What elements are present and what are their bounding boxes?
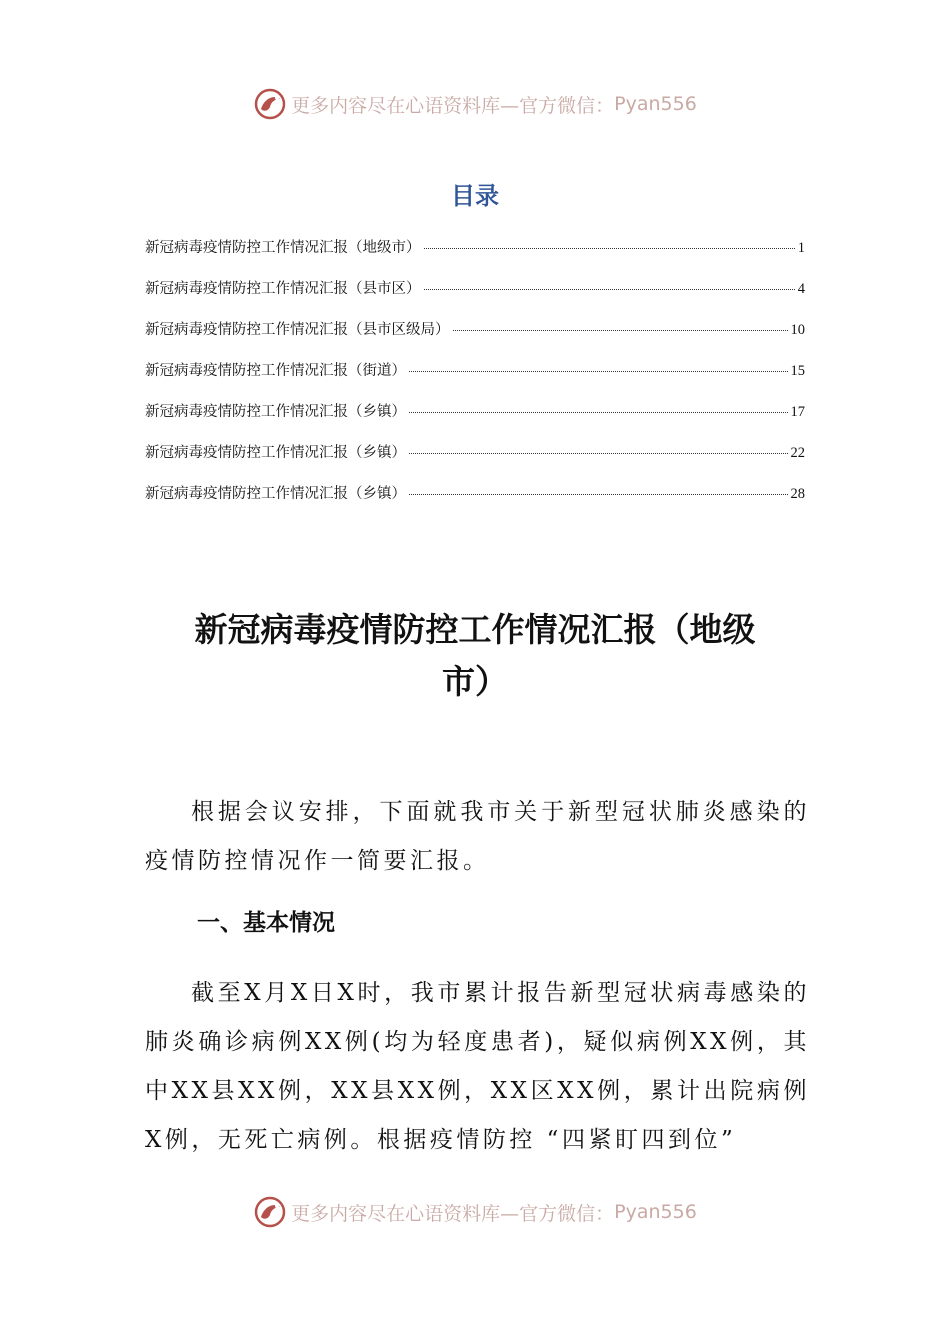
toc-item[interactable]	[145, 318, 805, 359]
toc-item-label: 新冠病毒疫情防控工作情况汇报（乡镇）	[145, 404, 406, 420]
toc-leader	[409, 412, 788, 413]
watermark-banner-top	[0, 84, 950, 124]
swan-logo-icon	[253, 1195, 287, 1229]
toc-item[interactable]	[145, 277, 805, 318]
watermark-id: Pyan556	[614, 93, 697, 115]
toc-title: 目录	[451, 182, 499, 210]
toc-leader	[453, 330, 788, 331]
toc-item-page: 1	[797, 240, 805, 256]
watermark-text: 更多内容尽在心语资料库—官方微信：	[291, 1202, 615, 1225]
toc-leader	[424, 289, 795, 290]
toc-item-label: 新冠病毒疫情防控工作情况汇报（乡镇）	[145, 445, 406, 461]
toc-item-page: 4	[797, 281, 805, 297]
toc-item-label: 新冠病毒疫情防控工作情况汇报（县市区）	[145, 281, 421, 297]
toc-item-page: 15	[790, 363, 805, 379]
toc-item-page: 10	[790, 322, 805, 338]
toc-item-page: 22	[790, 445, 805, 461]
basic-info-paragraph: 截至X月X日X时，我市累计报告新型冠状病毒感染的肺炎确诊病例XX例(均为轻度患者)，疑似病例XX例，其中XX县XX例，XX县XX例，XX区XX例，累计出院病例X例，无死亡病例。根据疫情防控 “四紧盯四到位”	[145, 980, 810, 1153]
watermark-id: Pyan556	[614, 1201, 697, 1223]
toc-item-label: 新冠病毒疫情防控工作情况汇报（地级市）	[145, 240, 421, 256]
toc-leader	[409, 494, 788, 495]
toc-item[interactable]	[145, 400, 805, 441]
swan-logo-icon	[253, 87, 287, 121]
document-title	[150, 604, 800, 708]
section-heading: 一、基本情况	[197, 910, 335, 936]
toc-list	[145, 236, 805, 523]
watermark-text: 更多内容尽在心语资料库—官方微信：	[291, 94, 615, 117]
toc-item-label: 新冠病毒疫情防控工作情况汇报（县市区级局）	[145, 322, 450, 338]
document-title-line1: 新冠病毒疫情防控工作情况汇报（地级	[194, 610, 756, 649]
toc-item[interactable]	[145, 236, 805, 277]
toc-item-page: 28	[790, 486, 805, 502]
toc-item[interactable]	[145, 359, 805, 400]
watermark-banner-bottom	[0, 1192, 950, 1232]
toc-item-label: 新冠病毒疫情防控工作情况汇报（街道）	[145, 363, 406, 379]
intro-paragraph: 根据会议安排，下面就我市关于新型冠状肺炎感染的疫情防控情况作一简要汇报。	[145, 799, 810, 874]
toc-item-page: 17	[790, 404, 805, 420]
toc-item-label: 新冠病毒疫情防控工作情况汇报（乡镇）	[145, 486, 406, 502]
toc-leader	[424, 248, 795, 249]
toc-leader	[409, 453, 788, 454]
document-title-line2: 市）	[442, 662, 508, 701]
toc-leader	[409, 371, 788, 372]
toc-item[interactable]	[145, 482, 805, 523]
toc-item[interactable]	[145, 441, 805, 482]
